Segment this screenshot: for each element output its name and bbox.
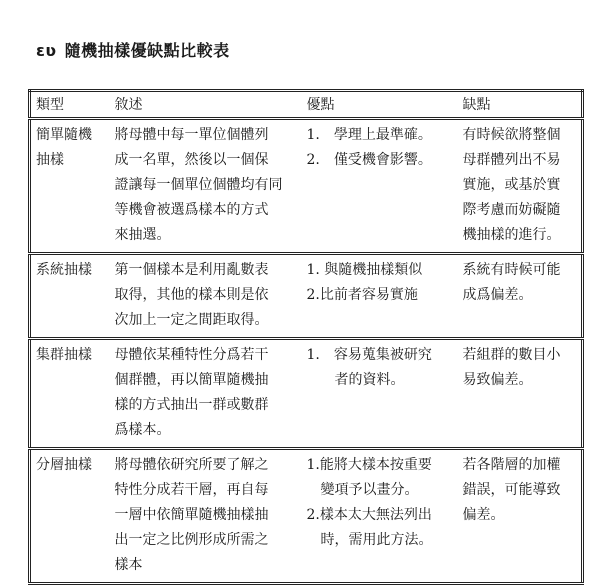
page-title <box>36 38 230 61</box>
table-row <box>30 339 583 449</box>
cell-type: 分層抽樣 <box>30 449 110 584</box>
cell-disadvantages: 系統有時候可能 成爲偏差。 <box>458 254 583 339</box>
cell-description: 將母體依研究所要了解之 特性分成若干層，再自每 一層中依簡單隨機抽樣抽 出一定之比例形成所需之 樣本 <box>110 449 302 584</box>
page-title-text: 隨機抽樣優缺點比較表 <box>64 41 230 60</box>
table-row <box>30 119 583 254</box>
table-row <box>30 449 583 584</box>
header-disadvantages: 缺點 <box>458 91 583 119</box>
cell-description: 母體依某種特性分爲若干 個群體，再以簡單隨機抽 樣的方式抽出一群或數群 爲樣本。 <box>110 339 302 449</box>
cell-type: 集群抽樣 <box>30 339 110 449</box>
header-description: 敘述 <box>110 91 302 119</box>
comparison-table <box>28 89 584 585</box>
cell-description: 將母體中每一單位個體列 成一名單，然後以一個保 證讓每一個單位個體均有同 等機會被選爲樣本的方式 來抽選。 <box>110 119 302 254</box>
cell-type: 簡單隨機 抽樣 <box>30 119 110 254</box>
cell-advantages: 1. 容易蒐集被研究 者的資料。 <box>302 339 458 449</box>
cell-disadvantages: 有時候欲將整個 母群體列出不易 實施，或基於實 際考慮而妨礙隨 機抽樣的進行。 <box>458 119 583 254</box>
cell-disadvantages: 若各階層的加權 錯誤，可能導致 偏差。 <box>458 449 583 584</box>
cell-advantages: 1. 與隨機抽樣類似 2.比前者容易實施 <box>302 254 458 339</box>
cell-disadvantages: 若組群的數目小 易致偏差。 <box>458 339 583 449</box>
cell-type: 系統抽樣 <box>30 254 110 339</box>
ornament-icon: ɛʋ <box>36 41 57 60</box>
header-type: 類型 <box>30 91 110 119</box>
table-row <box>30 254 583 339</box>
cell-advantages: 1.能將大樣本按重要 變項予以畫分。 2.樣本太大無法列出 時，需用此方法。 <box>302 449 458 584</box>
header-advantages: 優點 <box>302 91 458 119</box>
cell-advantages: 1. 學理上最準確。 2. 僅受機會影響。 <box>302 119 458 254</box>
table-header-row <box>30 91 583 119</box>
cell-description: 第一個樣本是利用亂數表 取得，其他的樣本則是依 次加上一定之間距取得。 <box>110 254 302 339</box>
